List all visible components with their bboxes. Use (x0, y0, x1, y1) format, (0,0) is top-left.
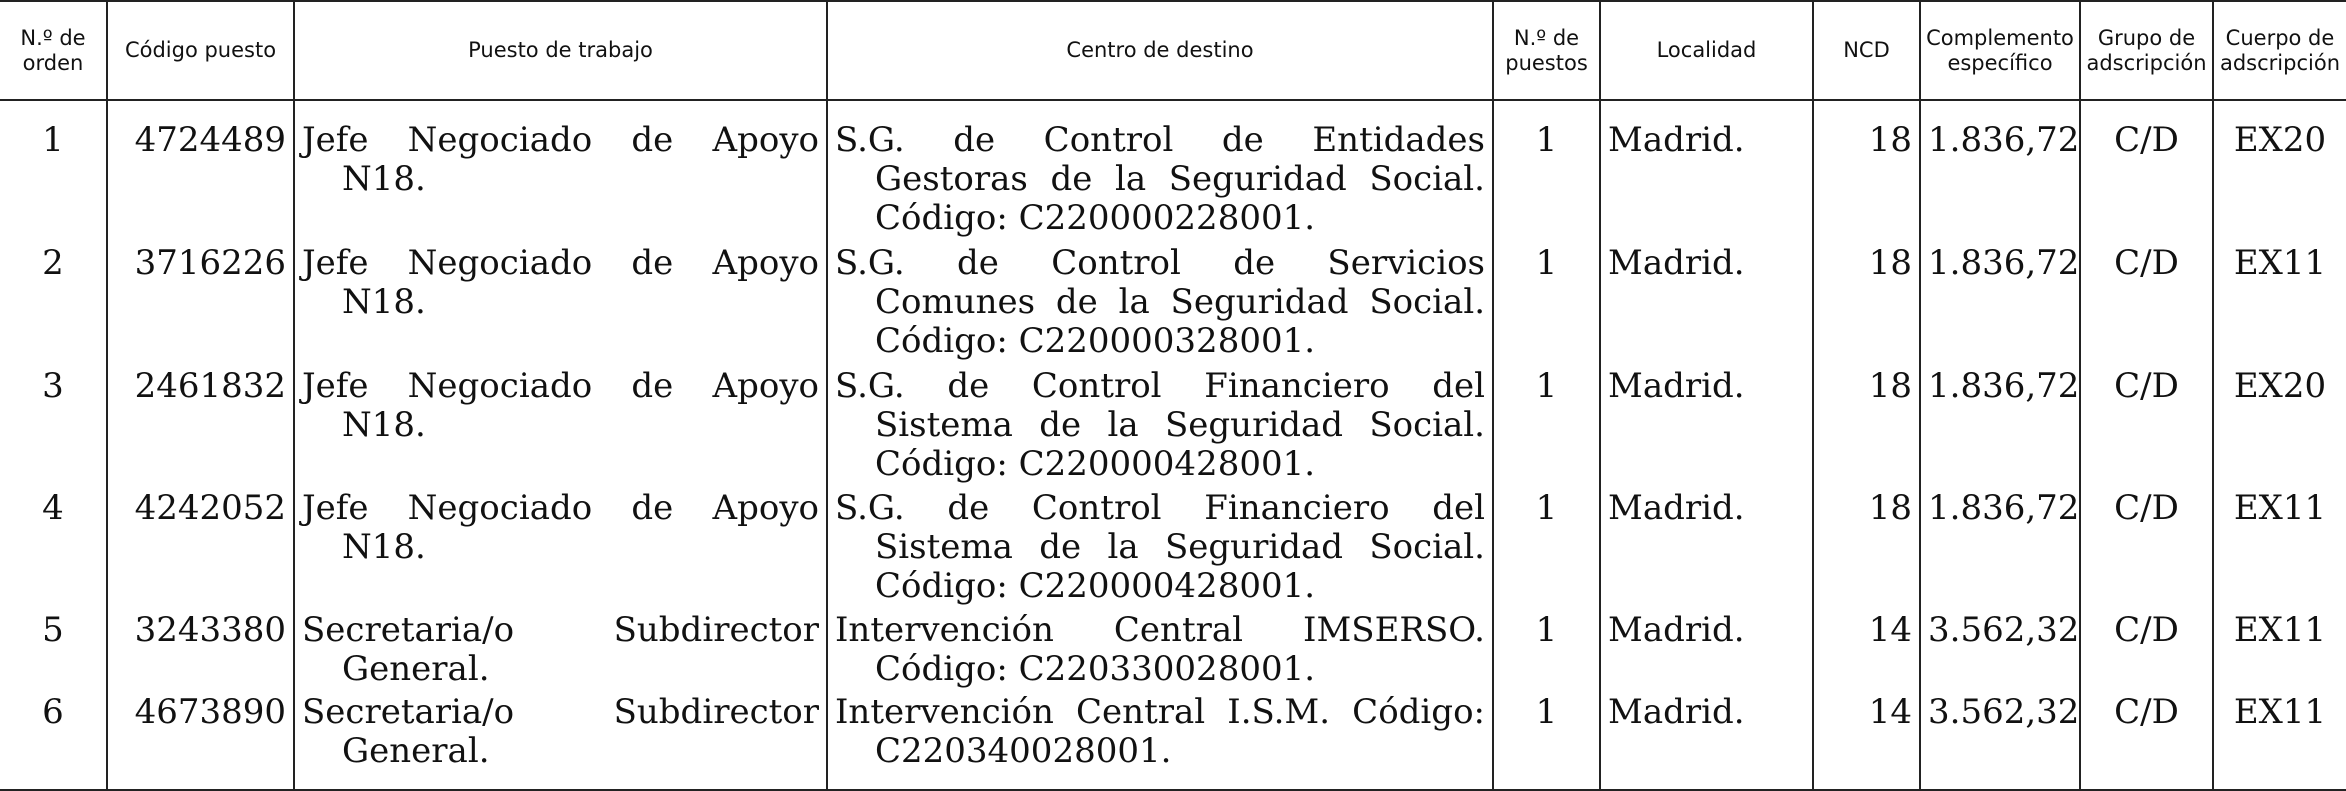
cell-ncd: 18 (1813, 100, 1920, 244)
cell-puesto: Secretaria/o Subdirector General. (294, 693, 827, 790)
header-complemento: Complemento específico (1920, 1, 2080, 100)
table-row (0, 611, 2346, 693)
cell-localidad: Madrid. (1600, 100, 1813, 244)
header-ncd: NCD (1813, 1, 1920, 100)
cell-orden: 2 (42, 243, 64, 284)
cell-puesto: Secretaria/o Subdirector General. (294, 611, 827, 693)
cell-puesto: Jefe Negociado de Apoyo N18. (294, 489, 827, 611)
cell-codigo: 2461832 (107, 367, 294, 489)
header-cuerpo: Cuerpo de adscripción (2213, 1, 2346, 100)
cell-num-puestos: 1 (1493, 367, 1600, 489)
header-num-puestos: N.º de puestos (1493, 1, 1600, 100)
cell-codigo: 3716226 (107, 244, 294, 366)
cell-grupo: C/D (2080, 100, 2213, 244)
cell-cuerpo: EX11 (2213, 611, 2346, 693)
cell-grupo: C/D (2080, 367, 2213, 489)
cell-complemento: 1.836,72 (1920, 367, 2080, 489)
cell-complemento: 1.836,72 (1920, 100, 2080, 244)
cell-orden: 4 (42, 487, 64, 528)
cell-grupo: C/D (2080, 611, 2213, 693)
table-row (0, 100, 2346, 244)
cell-codigo: 4724489 (107, 100, 294, 244)
cell-grupo: C/D (2080, 244, 2213, 366)
cell-puesto: Jefe Negociado de Apoyo N18. (294, 244, 827, 366)
cell-grupo: C/D (2080, 489, 2213, 611)
cell-ncd: 14 (1813, 693, 1920, 790)
cell-num-puestos: 1 (1493, 611, 1600, 693)
table-row (0, 693, 2346, 790)
header-row (0, 1, 2346, 100)
cell-complemento: 1.836,72 (1920, 489, 2080, 611)
cell-orden: 6 (0, 693, 107, 790)
header-puesto-trabajo: Puesto de trabajo (294, 1, 827, 100)
header-codigo-puesto: Código puesto (107, 1, 294, 100)
cell-puesto: Jefe Negociado de Apoyo N18. (294, 367, 827, 489)
cell-centro: Intervención Central IMSERSO. Código: C220330028001. (827, 611, 1493, 693)
cell-localidad: Madrid. (1600, 244, 1813, 366)
cell-num-puestos: 1 (1493, 489, 1600, 611)
cell-codigo: 4673890 (107, 693, 294, 790)
cell-ncd: 18 (1813, 367, 1920, 489)
cell-cuerpo: EX11 (2213, 489, 2346, 611)
cell-cuerpo: EX11 (2213, 693, 2346, 790)
cell-localidad: Madrid. (1600, 489, 1813, 611)
header-orden: N.º de orden (0, 1, 107, 100)
cell-centro: S.G. de Control Financiero del Sistema de la Seguridad Social. Código: C220000428001. (827, 367, 1493, 489)
cell-puesto: Jefe Negociado de Apoyo N18. (294, 100, 827, 244)
cell-complemento: 1.836,72 (1920, 244, 2080, 366)
cell-localidad: Madrid. (1600, 693, 1813, 790)
cell-centro: S.G. de Control Financiero del Sistema de la Seguridad Social. Código: C220000428001. (827, 489, 1493, 611)
cell-cuerpo: EX20 (2213, 100, 2346, 244)
cell-ncd: 18 (1813, 244, 1920, 366)
header-grupo: Grupo de adscripción (2080, 1, 2213, 100)
cell-ncd: 14 (1813, 611, 1920, 693)
cell-num-puestos: 1 (1493, 244, 1600, 366)
cell-ncd: 18 (1813, 489, 1920, 611)
header-localidad: Localidad (1600, 1, 1813, 100)
cell-orden: 5 (42, 610, 64, 651)
cell-localidad: Madrid. (1600, 611, 1813, 693)
cell-codigo: 4242052 (107, 489, 294, 611)
cell-cuerpo: EX20 (2213, 367, 2346, 489)
cell-codigo: 3243380 (107, 611, 294, 693)
table-row (0, 489, 2346, 611)
cell-centro: S.G. de Control de Servicios Comunes de la Seguridad Social. Código: C220000328001. (827, 244, 1493, 366)
cell-localidad: Madrid. (1600, 367, 1813, 489)
cell-grupo: C/D (2080, 693, 2213, 790)
cell-num-puestos: 1 (1493, 100, 1600, 244)
header-centro-destino: Centro de destino (827, 1, 1493, 100)
cell-orden: 3 (42, 365, 64, 406)
cell-complemento: 3.562,32 (1920, 693, 2080, 790)
table-row (0, 367, 2346, 489)
cell-centro: S.G. de Control de Entidades Gestoras de la Seguridad Social. Código: C220000228001. (827, 100, 1493, 244)
cell-centro: Intervención Central I.S.M. Código: C220340028001. (827, 693, 1493, 790)
table-row (0, 244, 2346, 366)
cell-orden: 1 (42, 120, 64, 160)
cell-cuerpo: EX11 (2213, 244, 2346, 366)
cell-complemento: 3.562,32 (1920, 611, 2080, 693)
cell-num-puestos: 1 (1493, 693, 1600, 790)
